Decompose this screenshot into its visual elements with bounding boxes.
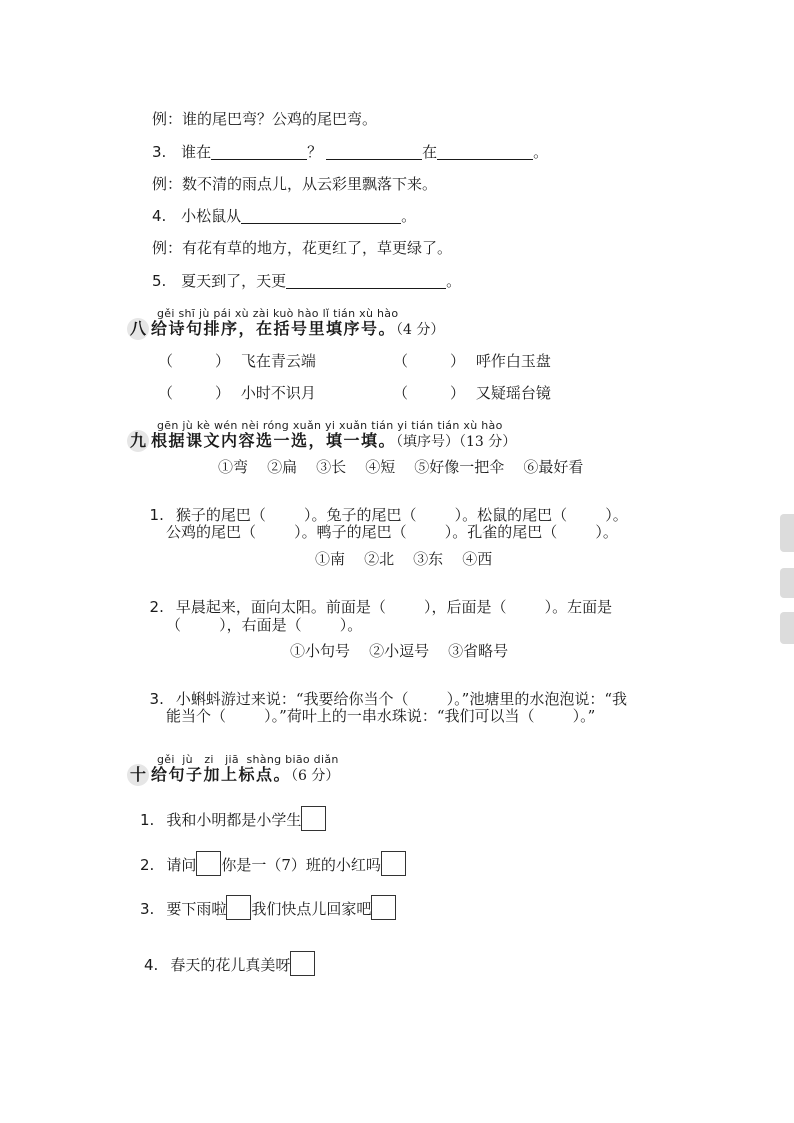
poem-item bbox=[393, 386, 551, 401]
answer-blank[interactable] bbox=[286, 274, 446, 289]
section-title: 根据课文内容选一选，填一填。 bbox=[151, 431, 397, 450]
question-text: 小松鼠从 bbox=[181, 207, 242, 225]
question-text: 请问 bbox=[166, 856, 197, 874]
section-8-pinyin: gěi shī jù pái xù zài kuò hào lǐ tián xù hào bbox=[157, 307, 399, 320]
question-1-row-2[interactable]: 公鸡的尾巴（ ）。鸭子的尾巴（ ）。孔雀的尾巴（ ）。 bbox=[166, 523, 618, 541]
question-text[interactable]: 早晨起来，面向太阳。前面是（ ），后面是（ ）。左面是 bbox=[175, 598, 613, 616]
example-3: 例：有花有草的地方，花更红了，草更绿了。 bbox=[152, 239, 453, 257]
question-text: 。 bbox=[446, 272, 462, 290]
question-text: 春天的花儿真美呀 bbox=[170, 956, 291, 974]
punctuation-question-1 bbox=[140, 806, 326, 831]
question-text: 。 bbox=[401, 207, 417, 225]
punctuation-question-2 bbox=[140, 851, 406, 876]
question-3-line bbox=[152, 145, 548, 160]
question-number: 2. bbox=[149, 598, 164, 616]
section-9-pinyin: gēn jù kè wén nèi róng xuǎn yi xuǎn tián yi tián tián xù hào bbox=[157, 419, 503, 432]
right-paren: ） bbox=[215, 352, 231, 370]
question-number: 3. bbox=[152, 143, 167, 161]
section-10-header bbox=[127, 764, 339, 786]
right-paren: ） bbox=[215, 384, 231, 402]
question-text: 我们快点儿回家吧 bbox=[251, 900, 372, 918]
answer-blank[interactable] bbox=[211, 145, 307, 160]
question-number: 2. bbox=[140, 856, 155, 874]
section-10-pinyin: gěi jù zi jiā shàng biāo diǎn bbox=[157, 753, 339, 766]
options-row-3: ①小句号 ②小逗号 ③省略号 bbox=[290, 642, 509, 660]
section-title: 给诗句排序，在括号里填序号。 bbox=[151, 319, 397, 338]
left-paren: （ bbox=[393, 352, 409, 370]
poem-line: 小时不识月 bbox=[240, 384, 316, 402]
question-number: 4. bbox=[144, 956, 159, 974]
punctuation-box[interactable] bbox=[381, 851, 406, 876]
answer-blank[interactable] bbox=[241, 209, 401, 224]
punctuation-box[interactable] bbox=[290, 951, 315, 976]
poem-item bbox=[393, 354, 551, 369]
edge-binding-mark bbox=[780, 568, 794, 598]
question-3-row-2[interactable]: 能当个（ ）。”荷叶上的一串水珠说：“我们可以当（ ）。” bbox=[166, 707, 596, 725]
question-1-row-1 bbox=[140, 493, 628, 523]
right-paren: ） bbox=[450, 352, 466, 370]
question-3-row-1 bbox=[140, 677, 627, 707]
question-number: 3. bbox=[140, 900, 155, 918]
section-number-badge: 八 bbox=[127, 318, 149, 340]
options-row-1: ①弯 ②扁 ③长 ④短 ⑤好像一把伞 ⑥最好看 bbox=[218, 458, 584, 476]
edge-binding-mark bbox=[780, 514, 794, 552]
section-number-badge: 十 bbox=[127, 764, 149, 786]
edge-binding-mark bbox=[780, 612, 794, 644]
question-text: 在 bbox=[422, 143, 438, 161]
poem-line: 飞在青云端 bbox=[240, 352, 316, 370]
section-8-header bbox=[127, 318, 444, 340]
question-number: 3. bbox=[149, 690, 164, 708]
poem-line: 又疑瑶台镜 bbox=[475, 384, 551, 402]
punctuation-box[interactable] bbox=[196, 851, 221, 876]
punctuation-box[interactable] bbox=[371, 895, 396, 920]
question-text: 夏天到了，天更 bbox=[181, 272, 287, 290]
section-score: （填序号）（13 分） bbox=[396, 434, 517, 450]
question-text: 我和小明都是小学生 bbox=[166, 811, 302, 829]
question-text: ？ bbox=[307, 143, 323, 161]
poem-line: 呼作白玉盘 bbox=[475, 352, 551, 370]
poem-item bbox=[158, 386, 316, 401]
punctuation-box[interactable] bbox=[301, 806, 326, 831]
punctuation-question-4 bbox=[144, 951, 315, 976]
question-number: 5. bbox=[152, 272, 167, 290]
question-text: 。 bbox=[533, 143, 549, 161]
poem-item bbox=[158, 354, 316, 369]
question-number: 4. bbox=[152, 207, 167, 225]
options-row-2: ①南 ②北 ③东 ④西 bbox=[315, 550, 493, 568]
section-title: 给句子加上标点。 bbox=[151, 765, 292, 784]
question-text: 谁在 bbox=[181, 143, 212, 161]
question-4-line bbox=[152, 209, 416, 224]
question-text: 你是一（7）班的小红吗 bbox=[221, 856, 381, 874]
left-paren: （ bbox=[158, 384, 174, 402]
question-2-row-1 bbox=[140, 585, 612, 615]
question-number: 1. bbox=[140, 811, 155, 829]
example-1: 例：谁的尾巴弯？公鸡的尾巴弯。 bbox=[152, 110, 378, 128]
section-number-badge: 九 bbox=[127, 430, 149, 452]
question-2-row-2[interactable]: （ ），右面是（ ）。 bbox=[166, 616, 363, 634]
answer-blank[interactable] bbox=[326, 145, 422, 160]
example-2: 例：数不清的雨点儿，从云彩里飘落下来。 bbox=[152, 175, 438, 193]
question-text[interactable]: 猴子的尾巴（ ）。兔子的尾巴（ ）。松鼠的尾巴（ ）。 bbox=[175, 506, 628, 524]
left-paren: （ bbox=[158, 352, 174, 370]
punctuation-box[interactable] bbox=[226, 895, 251, 920]
right-paren: ） bbox=[450, 384, 466, 402]
section-9-header bbox=[127, 430, 516, 452]
question-text: 要下雨啦 bbox=[166, 900, 227, 918]
left-paren: （ bbox=[393, 384, 409, 402]
section-score: （6 分） bbox=[291, 768, 340, 784]
question-5-line bbox=[152, 274, 461, 289]
question-text[interactable]: 小蝌蚪游过来说：“我要给你当个（ ）。”池塘里的水泡泡说：“我 bbox=[175, 690, 628, 708]
answer-blank[interactable] bbox=[437, 145, 533, 160]
question-number: 1. bbox=[149, 506, 164, 524]
punctuation-question-3 bbox=[140, 895, 396, 920]
section-score: （4 分） bbox=[396, 322, 445, 338]
